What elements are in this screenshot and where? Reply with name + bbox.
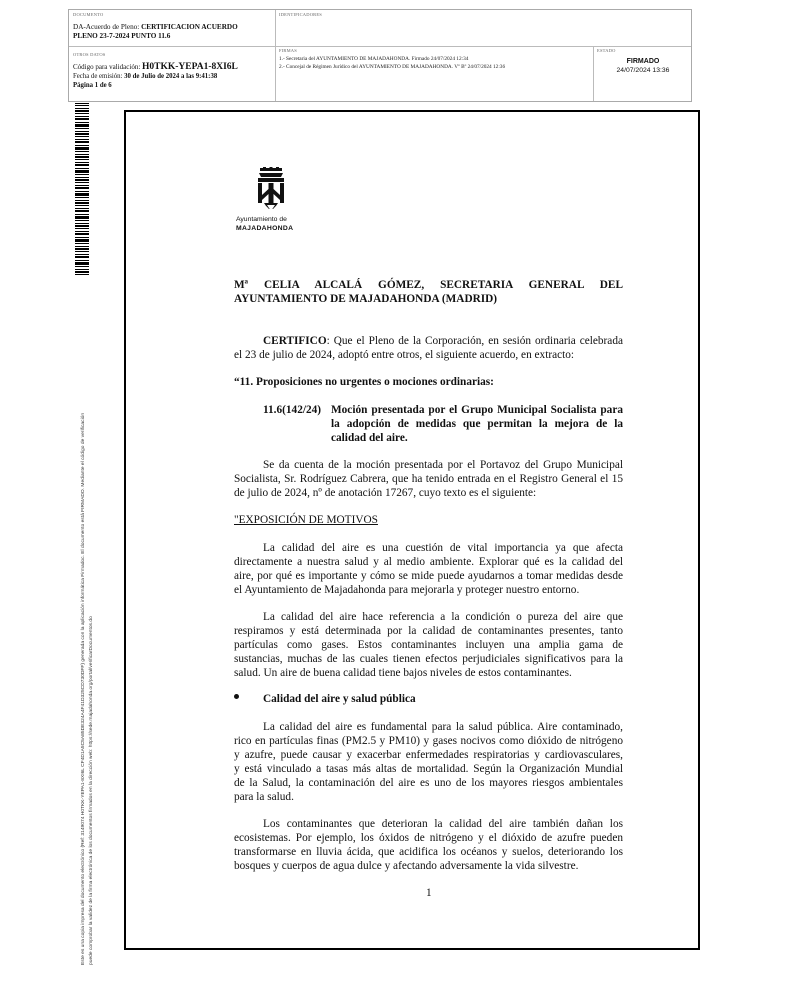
validation-code: Código para validación: H0TKK-YEPA1-8XI6L (73, 62, 238, 72)
item-11-6-title-1: Moción presentada por el Grupo Municipal Socialista para (331, 404, 623, 416)
heading-line-2: AYUNTAMIENTO DE MAJADAHONDA (MADRID) (234, 293, 498, 305)
document-header (68, 9, 692, 102)
paragraph-4-line: y está vinculado a tasas más altas de mortalidad. Según la Organización Mundial (234, 763, 623, 775)
header-divider (69, 46, 691, 47)
paragraph-4-line: de la Salud, la contaminación del aire es uno de los mayores riesgos ambientales (234, 777, 623, 789)
certifico-line-2: el 23 de julio de 2024, adoptó entre otros, el siguiente acuerdo, en extracto: (234, 349, 575, 361)
paragraph-3-line: La calidad del aire hace referencia a la condición o pureza del aire que (263, 611, 623, 623)
paragraph-3-line: sustancias, muchas de las cuales tienen efectos perjudiciales significativos para la (234, 653, 623, 665)
paragraph-4-line: rico en partículas finas (PM2.5 y PM10) y gases nocivos como dióxido de nitrógeno (234, 735, 623, 747)
signature-2: 2.- Concejal de Régimen Jurídico del AYUNTAMIENTO DE MAJADAHONDA. Vº Bº 24/07/2024 12:36 (279, 64, 506, 70)
logo-text-ayuntamiento: Ayuntamiento de (236, 216, 287, 223)
paragraph-1-line: Se da cuenta de la moción presentada por el Portavoz del Grupo Municipal (263, 459, 623, 471)
header-divider (275, 10, 276, 101)
item-11-6-title-3: calidad del aire. (331, 432, 408, 444)
status-date: 24/07/2024 13:36 (616, 67, 670, 74)
page-count: Página 1 de 6 (73, 82, 112, 89)
paragraph-4-line: La calidad del aire es fundamental para la salud pública. Aire contaminado, (263, 721, 623, 733)
exposicion-heading: "EXPOSICIÓN DE MOTIVOS (234, 514, 378, 526)
paragraph-5-line: Los contaminantes que deterioran la calidad del aire también dañan los (263, 818, 623, 830)
firmas-caption: FIRMAS (279, 48, 297, 53)
paragraph-2-line: La calidad del aire es una cuestión de vital importancia ya que afecta (263, 542, 623, 554)
paragraph-1-line: de julio de 2024, nº de anotación 17267, cuyo texto es el siguiente: (234, 487, 537, 499)
paragraph-3-line: respiramos y está determinada por la calidad de contaminantes presentes, tanto (234, 625, 623, 637)
item-11-6-title-2: la adopción de medidas que permitan la mejora de la (331, 418, 623, 430)
page-number: 1 (426, 887, 432, 899)
documento-caption: DOCUMENTO (73, 12, 104, 17)
estado-caption: ESTADO (597, 48, 616, 53)
issue-date: Fecha de emisión: 30 de Julio de 2024 a las 9:41:38 (73, 73, 218, 80)
paragraph-2-line: el Ayuntamiento de Majadahonda para mejorarla y proteger nuestro entorno. (234, 584, 580, 596)
bullet-title: Calidad del aire y salud pública (263, 693, 416, 705)
item-11-6-number: 11.6(142/24) (263, 404, 322, 416)
paragraph-5-line: ecosistemas. Por ejemplo, los óxidos de nitrógeno y el dióxido de azufre pueden (234, 832, 623, 844)
paragraph-2-line: aire, por qué es importante y cómo se mide puede ayudarnos a tomar medidas desde (234, 570, 623, 582)
documento-line2: PLENO 23-7-2024 PUNTO 11.6 (73, 32, 171, 40)
side-verification-text-1: Este es una copia impresa del documento electrónico (Ref: 3149074 H0TKK-YEPA1-8XI6L CF4D1A5C5A85DE324A4F41D325CD730DFF) generada con la aplicación informática Firmadoc. El documento está FIRMADO. Mediante el código de verificación (81, 412, 86, 965)
identificadores-caption: IDENTIFICADORES (279, 12, 322, 17)
heading-line-1: Mª CELIA ALCALÁ GÓMEZ, SECRETARIA GENERAL DEL (234, 279, 623, 291)
paragraph-1-line: Socialista, Sr. Rodríguez Cabrera, que ha tenido entrada en el Registro General el 15 (234, 473, 623, 485)
side-verification-text-2: puede comprobar la validez de la firma electrónica de los documentos firmados en la dirección web: https://sede.majadahonda.org/portal/verificarDocumentos.do (89, 616, 94, 965)
paragraph-5-line: transformarse en lluvia ácida, que acidifica los océanos y suelos, deteriorando los (234, 846, 623, 858)
barcode-image (75, 103, 89, 275)
majadahonda-coat-of-arms-icon (254, 167, 288, 217)
otros-datos-caption: OTROS DATOS (73, 52, 106, 57)
paragraph-5-line: bosques y cuerpos de agua dulce y afectando adversamente la vida silvestre. (234, 860, 579, 872)
paragraph-3-line: salud. Un aire de buena calidad tiene bajos niveles de estos contaminantes. (234, 667, 572, 679)
status-signed: FIRMADO (626, 58, 660, 65)
documento-line1: DA-Acuerdo de Pleno: CERTIFICACION ACUERDO (73, 23, 238, 31)
item-11-heading: “11. Proposiciones no urgentes o mociones ordinarias: (234, 376, 494, 388)
logo-text-majadahonda: MAJADAHONDA (236, 225, 294, 232)
certifico-line-1: CERTIFICO: Que el Pleno de la Corporación, en sesión ordinaria celebrada (263, 335, 623, 347)
signature-1: 1.- Secretaria del AYUNTAMIENTO DE MAJADAHONDA. Firmado 24/07/2024 12:34 (279, 56, 469, 62)
paragraph-2-line: directamente a nuestra salud y al medio ambiente. Explorar qué es la calidad del (234, 556, 623, 568)
paragraph-4-line: para la salud. (234, 791, 294, 803)
paragraph-3-line: partículas como gases. Estos contaminantes incluyen una amplia gama de (234, 639, 623, 651)
paragraph-4-line: y azufre, puede causar y exacerbar enfermedades respiratorias y cardiovasculares, (234, 749, 623, 761)
bullet-icon (234, 694, 239, 699)
